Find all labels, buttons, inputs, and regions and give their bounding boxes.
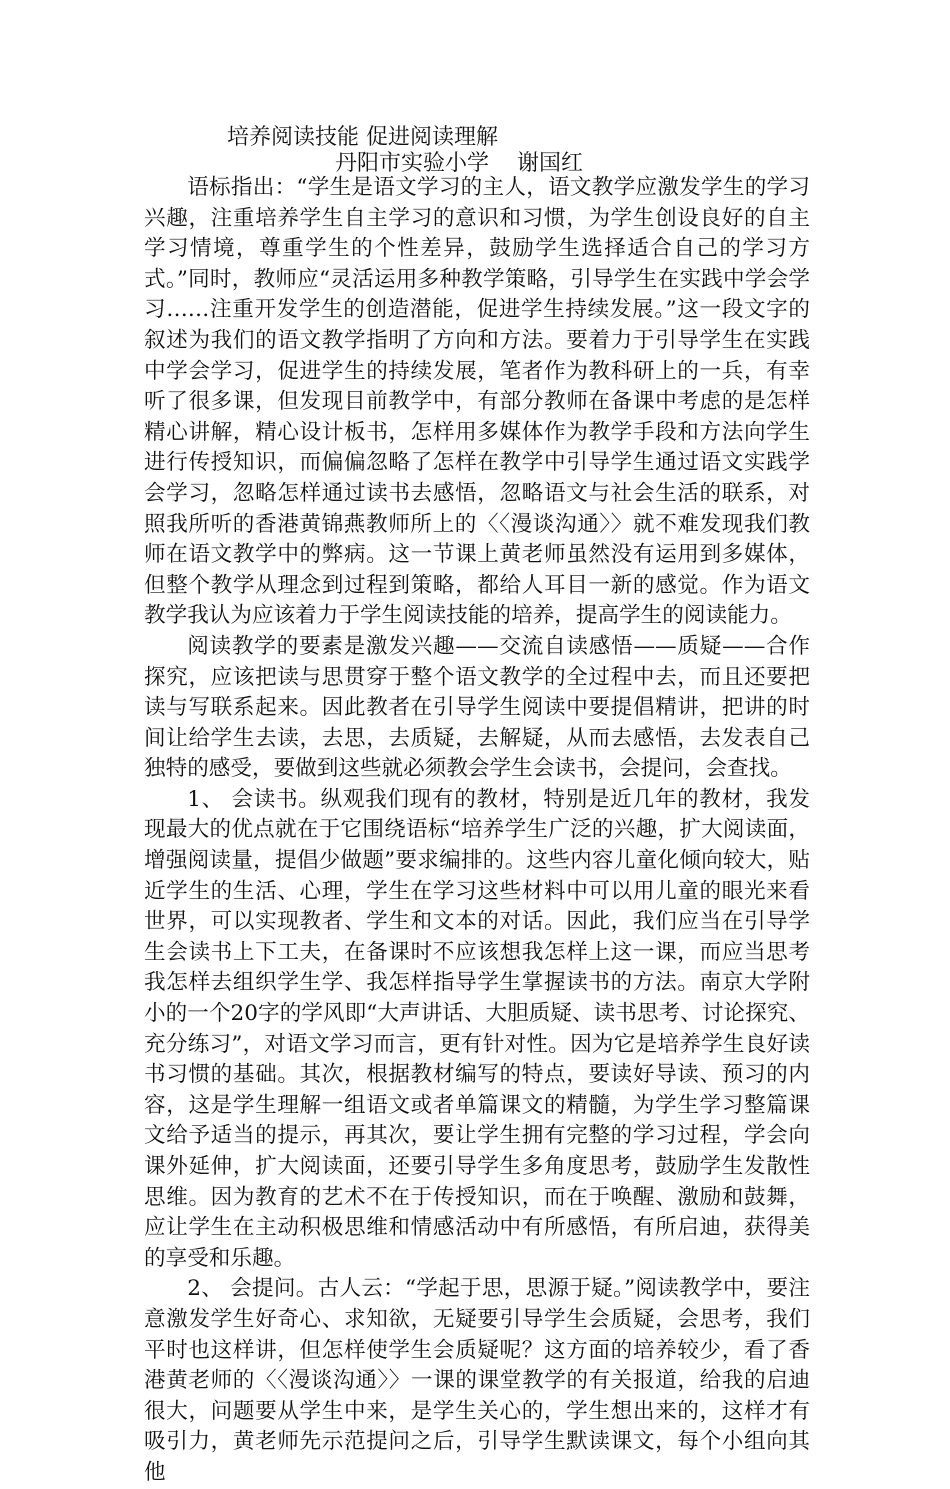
paragraph-elements: 阅读教学的要素是激发兴趣——交流自读感悟——质疑——合作探究，应该把读与思贯穿于整个语文教学的全过程中去，而且还要把读与写联系起来。因此教者在引导学生阅读中要提倡精讲，把讲的时间让给学生去读，去思，去质疑，去解疑，从而去感悟，去发表自己独特的感受，要做到这些就必须教会学生会读书，会提问，会查找。 <box>144 633 810 782</box>
paragraph-questioning: 2、 会提问。古人云：“学起于思，思源于疑。”阅读教学中，要注意激发学生好奇心、求知欲，无疑要引导学生会质疑，会思考，我们平时也这样讲，但怎样使学生会质疑呢？这方面的培养较少，看了香港黄老师的〈〈漫谈沟通〉〉一课的课堂教学的有关报道，给我的启迪很大，问题要从学生中来，是学生关心的，学生想出来的，这样才有吸引力，黄老师先示范提问之后，引导学生默读课文，每个小组向其他 <box>144 1276 810 1485</box>
author-name: 谢国红 <box>517 151 584 176</box>
article-body <box>144 173 810 1489</box>
document-title: 培养阅读技能 促进阅读理解 <box>227 125 498 150</box>
paragraph-intro: 语标指出：“学生是语文学习的主人，语文教学应激发学生的学习兴趣，注重培养学生自主学习的意识和习惯，为学生创设良好的自主学习情境，尊重学生的个性差异，鼓励学生选择适合自己的学习方式。”同时，教师应“灵活运用多种教学策略，引导学生在实践中学会学习……注重开发学生的创造潜能，促进学生持续发展。”这一段文字的叙述为我们的语文教学指明了方向和方法。要着力于引导学生在实践中学会学习，促进学生的持续发展，笔者作为教科研上的一兵，有幸听了很多课，但发现目前教学中，有部分教师在备课中考虑的是怎样精心讲解，精心设计板书，怎样用多媒体作为教学手段和方法向学生进行传授知识，而偏偏忽略了怎样在教学中引导学生通过语文实践学会学习，忽略怎样通过读书去感悟，忽略语文与社会生活的联系，对照我所听的香港黄锦燕教师所上的〈〈漫谈沟通〉〉就不难发现我们教师在语文教学中的弊病。这一节课上黄老师虽然没有运用到多媒体，但整个教学从理念到过程到策略，都给人耳目一新的感觉。作为语文教学我认为应该着力于学生阅读技能的培养，提高学生的阅读能力。 <box>144 175 810 629</box>
school-name: 丹阳市实验小学 <box>335 151 490 176</box>
paragraph-reading: 1、 会读书。纵观我们现有的教材，特别是近几年的教材，我发现最大的优点就在于它围绕语标“培养学生广泛的兴趣，扩大阅读面，增强阅读量，提倡少做题”要求编排的。这些内容儿童化倾向较大，贴近学生的生活、心理，学生在学习这些材料中可以用儿童的眼光来看世界，可以实现教者、学生和文本的对话。因此，我们应当在引导学生会读书上下工夫，在备课时不应该想我怎样上这一课，而应当思考我怎样去组织学生学、我怎样指导学生掌握读书的方法。南京大学附小的一个20字的学风即“大声讲话、大胆质疑、读书思考、讨论探究、充分练习”，对语文学习而言，更有针对性。因为它是培养学生良好读书习惯的基础。其次，根据教材编写的特点，要读好导读、预习的内容，这是学生理解一组语文或者单篇课文的精髓，为学生学习整篇课文给予适当的提示，再其次，要让学生拥有完整的学习过程，学会向课外延伸，扩大阅读面，还要引导学生多角度思考，鼓励学生发散性思维。因为教育的艺术不在于传授知识，而在于唤醒、激励和鼓舞，应让学生在主动积极思维和情感活动中有所感悟，有所启迪，获得美的享受和乐趣。 <box>144 786 810 1271</box>
